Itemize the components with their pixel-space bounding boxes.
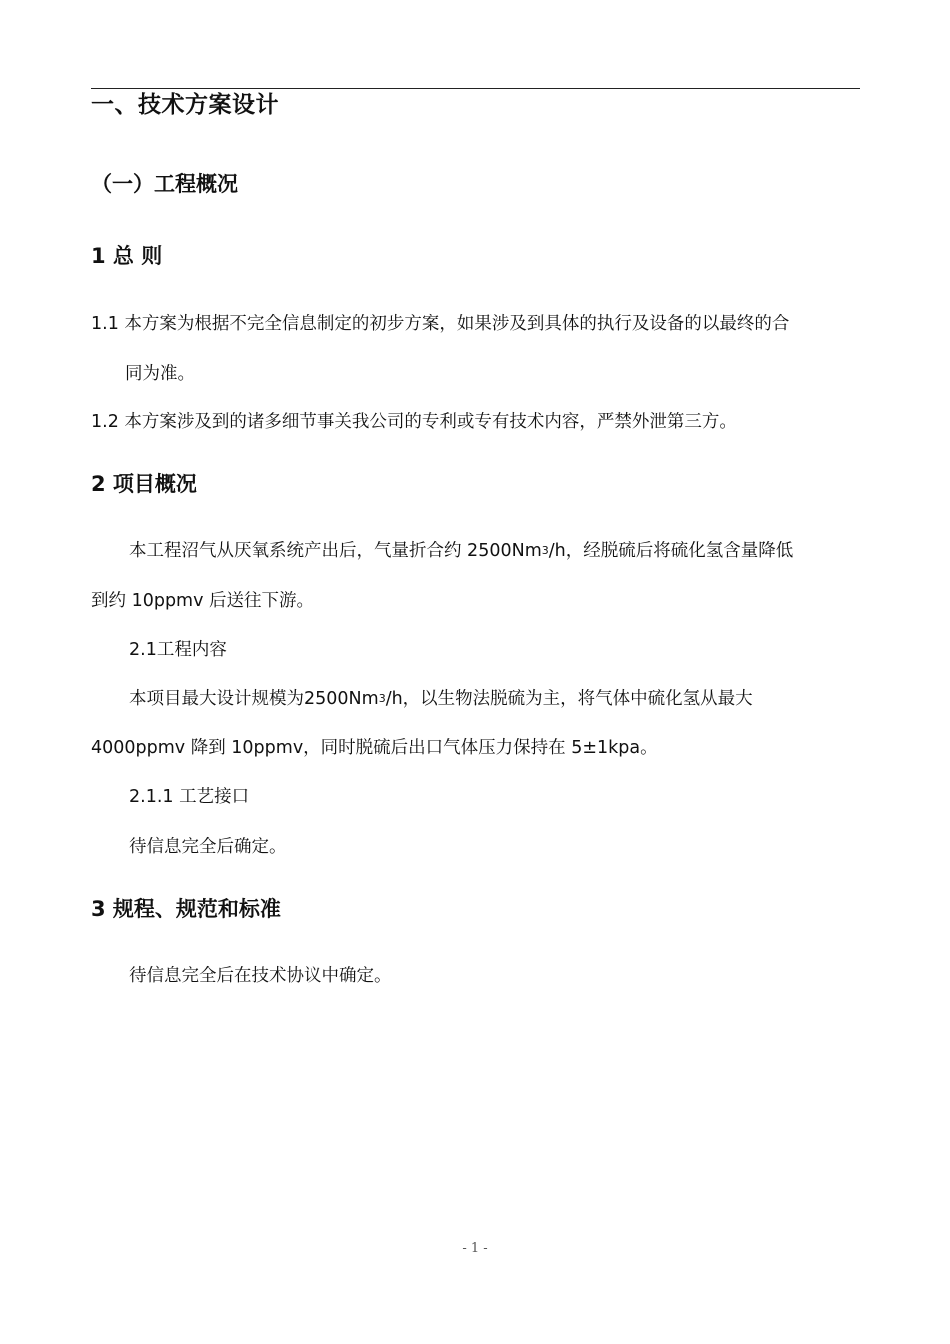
heading-general: 1 总 则 xyxy=(91,244,163,268)
process-interface-para: 待信息完全后确定。 xyxy=(129,837,287,857)
overview-para-line1: 本工程沼气从厌氧系统产出后，气量折合约 2500Nm3/h，经脱硫后将硫化氢含量降低 xyxy=(129,541,794,561)
item-1-1-line1: 1.1 本方案为根据不完全信息制定的初步方案，如果涉及到具体的执行及设备的以最终的合 xyxy=(91,314,790,334)
heading-project-overview: 2 项目概况 xyxy=(91,472,197,496)
standards-para: 待信息完全后在技术协议中确定。 xyxy=(129,966,392,986)
section-title: 一、技术方案设计 xyxy=(91,92,279,118)
page-number: - 1 - xyxy=(462,1241,488,1256)
subsection-title: （一）工程概况 xyxy=(91,172,238,196)
heading-standards: 3 规程、规范和标准 xyxy=(91,897,281,921)
content-para-line2: 4000ppmv 降到 10ppmv，同时脱硫后出口气体压力保持在 5±1kpa。 xyxy=(91,738,658,758)
content-para-line1: 本项目最大设计规模为2500Nm3/h，以生物法脱硫为主，将气体中硫化氢从最大 xyxy=(129,689,753,709)
overview-para-line2: 到约 10ppmv 后送往下游。 xyxy=(91,591,315,611)
heading-process-interface: 2.1.1 工艺接口 xyxy=(129,787,250,807)
heading-engineering-content: 2.1工程内容 xyxy=(129,640,227,660)
item-1-2: 1.2 本方案涉及到的诸多细节事关我公司的专利或专有技术内容，严禁外泄第三方。 xyxy=(91,412,737,432)
item-1-1-line2: 同为准。 xyxy=(125,364,195,384)
